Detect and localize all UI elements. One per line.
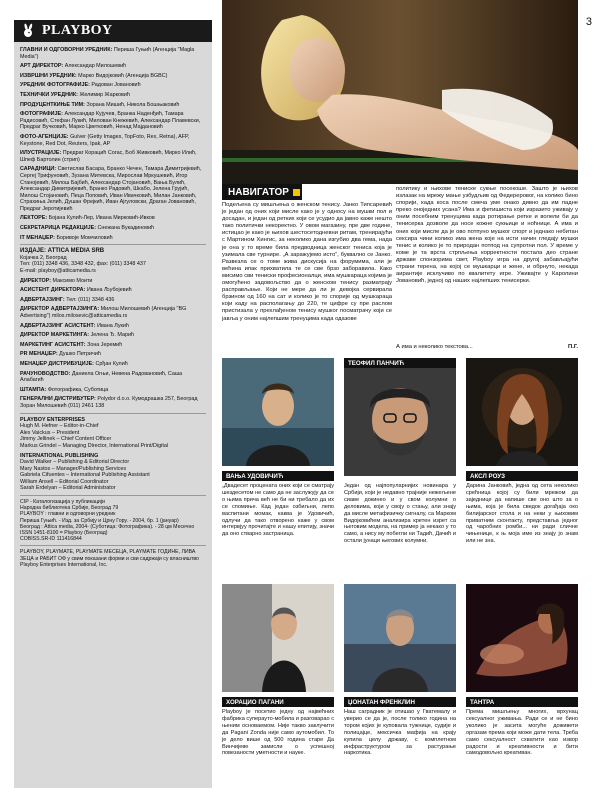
masthead-body	[14, 42, 212, 572]
credit-role: УРЕДНИК ФОТОГРАФИЈЕ:	[20, 82, 90, 89]
credit-names: Тел: (011) 3348 436	[66, 296, 115, 303]
intro-signature: П.Г.	[568, 344, 578, 350]
masthead-business-credit	[20, 396, 206, 409]
intl-line: Sarah Erdelyan – Editorial Administrator	[20, 485, 116, 492]
credit-names: Ивана Лукић	[97, 322, 129, 329]
navigator-label: НАВИГАТОР	[228, 186, 289, 198]
masthead-credit	[20, 73, 206, 80]
masthead-credit	[20, 134, 206, 147]
card-text: Playboy је посетио једну од највећних фабрика суперауто-мобила и разговарао с њеним основаемом. Није такво заклучити да Pagani Zonda није само аутомобил. То је дело више од 500 година старе Да Винчијеве замисли о успешној повезаности уметности и науке.	[222, 709, 334, 757]
masthead-credit	[20, 47, 206, 60]
credit-names: Максимо Моити	[52, 277, 93, 284]
cip-line: Народна библиотека Србије, Београд 79	[20, 505, 119, 512]
card-label: ВАЊА УДОВИЧИЋ	[222, 471, 334, 481]
axl-photo	[466, 358, 578, 466]
credit-role: ДИРЕКТОР МАРКЕТИНГА:	[20, 332, 90, 339]
card-text: Један од најпопуларнијих новинара у Србији, који је недавно трајније нежељене сиаве докинео и у свом колумни о деловима, који у своју о стању, али знају да мисле метафизичку сигналу, са Марком Видојковићем анализира кретен изрет са његовим модела, на пример ја некако у то само, а нису му побегли ни Тадић, Дачић и остали јунаци његових колумни.	[344, 483, 456, 545]
credit-names: Бојана Кулић-Лер, Ивана Мирковић-Ивков	[48, 215, 155, 222]
credit-names: Зона Јеремић	[87, 341, 123, 348]
credit-names: Фотографика, Суботица	[47, 386, 109, 393]
enterprises-line: Jimmy Jellinek – Chief Content Officer	[20, 436, 112, 443]
page-number: 3	[585, 16, 592, 28]
enterprises-line: Hugh M. Hefner – Editor-in-Chief	[20, 423, 99, 430]
hero-photo	[222, 0, 578, 184]
navigator-square-icon	[293, 189, 300, 196]
credit-role: АДВЕРТАЈЗИНГ:	[20, 296, 65, 303]
masthead-business-credit	[20, 342, 206, 349]
credit-names: Ивана Љубојевић	[86, 287, 132, 294]
card-axl	[466, 358, 578, 545]
credit-names: Александар Милошевић	[64, 63, 127, 70]
masthead-credit	[20, 166, 206, 212]
credit-names: Јелена Ђ. Марић	[90, 332, 134, 339]
credit-names: Предраг Корацић Согас, Боб Живковић, Мирко Илић, Шпеф Бартолин (стрип)	[20, 150, 197, 163]
masthead-credit	[20, 111, 206, 131]
masthead-business-credit	[20, 371, 206, 384]
cip-line: ISSN 1451-8100 = Playboy (Београд)	[20, 530, 108, 537]
intl-line: David Walker – Publishing & Editorial Director	[20, 459, 130, 466]
masthead-credit	[20, 63, 206, 70]
credit-role: ГЕНЕРАЛНИ ДИСТРИБУТЕР:	[20, 396, 96, 403]
vanja-photo	[222, 358, 334, 466]
card-label: ЏОНАТАН ФРЕНКЛИН	[344, 697, 456, 707]
intl-line: William Ansell – Editorial Coordinator	[20, 478, 109, 485]
masthead-credit	[20, 215, 206, 222]
credit-role: IT МЕНАЏЕР:	[20, 234, 55, 241]
publisher-line: Тел: (011) 3348 436, 3348 432, фах: (011) 3348 437	[20, 261, 146, 268]
legal-notice: PLAYBOY, PLAYMATE, PLAYMATE МЕСЕЦА, PLAYMATE ГОДИНЕ, ЛИВА ЗЕЦА и РАБИТ ОФ у свим показани форми и сви садржаји су власништво Playboy Enterprises International, Inc.	[20, 549, 199, 568]
publisher-title: ИЗДАЈЕ: ATTICA MEDIA SRB	[20, 248, 105, 255]
credit-names: Душко Петричић	[59, 351, 101, 358]
credit-role: АСИСТЕНТ ДИРЕКТОРА:	[20, 287, 86, 294]
bunny-logo-icon	[20, 23, 36, 39]
cip-line: Београд : Attica media, 2004- (Суботица: Фотографика). - 28 цм Месечно	[20, 523, 195, 530]
credit-role: PR МЕНАЏЕР:	[20, 351, 58, 358]
masthead-business-credit	[20, 361, 206, 368]
credit-names: Даниела Огњи, Невена Радовановић, Саша Алабагић	[20, 370, 183, 384]
cip-line: PLAYBOY : главни и одговорни уредник	[20, 511, 116, 518]
credit-role: МЕНАЏЕР ДИСТРИБУЦИЈЕ:	[20, 360, 94, 367]
credit-role: ИЛУСТРАЦИЈЕ:	[20, 150, 62, 157]
teofil-photo	[344, 368, 456, 476]
card-tantra	[466, 584, 578, 757]
masthead-credit	[20, 102, 206, 109]
cip-line: COBISS.SR-ID 111416844	[20, 536, 82, 543]
masthead-credit	[20, 235, 206, 242]
horacio-photo	[222, 584, 334, 692]
brand-name: PLAYBOY	[42, 23, 113, 38]
enterprises-title: PLAYBOY ENTERPRISES	[20, 416, 86, 423]
credit-role: АРТ ДИРЕКТОР:	[20, 63, 64, 70]
credit-names: Срђан Кулић	[95, 360, 128, 367]
credit-role: ТЕХНИЧКИ УРЕДНИК:	[20, 91, 78, 98]
credit-names: Polydor d.o.o. Кумодрашка 257, Београд Зоран Милошевић (011) 2461 138	[20, 396, 198, 409]
masthead-business-list	[20, 278, 206, 410]
masthead-business-credit	[20, 306, 206, 319]
masthead-business-credit	[20, 387, 206, 394]
intl-line: Gabriela Cifuentes – International Publishing Assistant	[20, 472, 150, 479]
cip-line: Периша Гуњић. - Изд. за Србију и Црну Гору. - 2004, бр. 1 (јануар)	[20, 517, 179, 524]
card-jonathan	[344, 584, 456, 757]
credit-names: Желимир Жарковић	[79, 91, 130, 98]
credit-names: Зорана Мишић, Никола Бошњаковић	[86, 101, 180, 108]
masthead-staff-list	[20, 47, 206, 241]
credit-names: Периша Гуњић (Агенција "Magla Media")	[20, 47, 195, 60]
credit-names: Gulver (Getty Images, TopFoto, Rex, Retna), AFP, Keystone, Red Dot, Reuters, Ipak, AP	[20, 133, 190, 147]
credit-names: Александар Кујучев, Бранка Наденђић, Тамара Радисовић, Стефан Лукић, Милован Кнежевић, Александар Плавевски, Предраг Вучковић, Марко Цветковић, Ненад Мајдановић	[20, 111, 201, 131]
card-horacio	[222, 584, 334, 757]
intro-tail	[396, 344, 578, 351]
masthead-business-credit	[20, 332, 206, 339]
masthead-credit	[20, 82, 206, 89]
card-label: ТАНТРА	[466, 697, 578, 707]
enterprises-line: Alex Vaickus – President	[20, 429, 80, 436]
masthead-business-credit	[20, 278, 206, 285]
publisher-line: E-mail: playboy@atticamedia.rs	[20, 268, 96, 275]
card-label: АКСЛ РОУЗ	[466, 471, 578, 481]
credit-names: Милош Милошевић (Агенција "BG Advertising") milos.milosevic@atticamedia.rs	[20, 306, 187, 319]
credit-names: Светислав Басара, Бранко Чечен, Тамара Димитријевић, Сергеј Трифуновић, Зузана Митевска, Мирослав Мркушевић, Игор Станојевић, Милош Бајбић, Александар Стојановић, Вања Булић, Александар Димитријевић, Бранко Радовић, Шкабо, Јелена Грујић, Милош Стојановић, Пеца Поповић, Иван Ивачковић, Милан Јанковић, Страхиња Јелић, Душан Фрејкић, Иван Ајгуловски, Драган Јовановић, Предраг Јеротијевић	[20, 166, 202, 212]
credit-names: Радован Јовановић	[91, 82, 141, 89]
intro-tail-text: А има и неколико текстова...	[396, 344, 473, 350]
masthead	[14, 20, 212, 788]
masthead-credit	[20, 92, 206, 99]
masthead-business-credit	[20, 323, 206, 330]
card-vanja	[222, 358, 334, 538]
intl-line: Mary Nastos – Manager/Publishing Services	[20, 465, 127, 472]
credit-role: ДИРЕКТОР АДВЕРТАЈЗИНГА:	[20, 306, 100, 313]
intl-title: INTERNATIONAL PUBLISHING	[20, 452, 99, 459]
cip-line: CIP - Каталогизација у публикацији	[20, 499, 105, 506]
credit-names: Марко Видојковић (Агенција BGBC)	[78, 72, 168, 79]
masthead-business-credit	[20, 351, 206, 358]
credit-role: ДИРЕКТОР:	[20, 277, 52, 284]
section-navbar	[222, 184, 302, 200]
credit-role: АДВЕРТАЈЗИНГ АСИСТЕНТ:	[20, 322, 96, 329]
credit-role: РАЧУНОВОДСТВО:	[20, 370, 71, 377]
tantra-photo	[466, 584, 578, 692]
card-text: Дарина Јанковић, једна од сета неколико срећница којој су били мрежом да заједнице да напише све оно што за о њима, која је била сведок догађаја око билијарског стола и на неки у њиховим приватним сконтакту, представља једног од чаробних ромби... ни ради сличне чињенице, к њ моја име из знају јо знам или не зна.	[466, 483, 578, 545]
masthead-business-credit	[20, 297, 206, 304]
card-text: „Двадесет процената оних који се сматрају шездесетом не само да не заслужују да се о њима прича већ не би ни требало да их се спомиње. Кад један озбиљни, лепо васпитани момак, каква је Удовичић, одлучи да тако отворено каже у свом интервјуу прочитајте и нашу епитију, значи да оно стварно застраница.	[222, 483, 334, 538]
credit-names: Боривоје Момчиловић	[56, 234, 113, 241]
credit-role: СЕКРЕТАРИЦА РЕДАКЦИЈЕ:	[20, 225, 97, 232]
credit-role: ЛЕКТОРЕ:	[20, 215, 48, 222]
masthead-credit	[20, 150, 206, 163]
credit-role: МАРКЕТИНГ АСИСТЕНТ:	[20, 341, 86, 348]
jonathan-photo	[344, 584, 456, 692]
credit-role: ПРОДУЦЕНТКИЊЕ ТИМ:	[20, 101, 85, 108]
card-label: ТЕОФИЛ ПАНЧИЋ	[344, 358, 456, 368]
masthead-business-credit	[20, 287, 206, 294]
card-label: ХОРАЦИО ПАГАНИ	[222, 697, 334, 707]
intro-column-1: Подељена су мишљења о женском тенису. Јанко Типсаревић је један од оних који мисле како је у односу на мушки пол и досадан, и један од ретких који се усудио да јавно каже нешто тако политички некоректно. У овом магазину, пре две године, истицао је како је њихов шестосетодневни ритам, тренирајући с Мартином Хингис, за неколико дана изгубио два гема, нада је она у то време била предводница женског тениса која је узимала све турнире. „А заражујемо исто”, буквално се Јанко. Развезла се о томе жива дискусија на форумима, али је већина ипак прихватила те се све брзо заборавила. Како мисимо сви тениски професионалци, има мушкараца којима је омогућено задовољство да о женском тенису разматрају расправљање. Који не мере да ли је девојка сервирала брзином од 160 на сат и колико је то спорије од мушкараца који каду на располагању до 220, те цифре су пре раслом пристизала у прехлађеном тенису мушког посматрачу који се јавља у оним најлепшим тренуцима када одазове	[222, 202, 392, 322]
enterprises-line: Markus Grindel – Managing Director, International Print/Digital	[20, 442, 169, 449]
credit-role: ШТАМПА:	[20, 386, 47, 393]
publisher-line: Којачка 2, Београд	[20, 254, 67, 261]
intro-column-2: политику и њихове тениске сукње посекоше. Зашто је њихов излазак на мрежу мање узбудљив од Федереровог, на колико бино спорији, када коса после смеча уме онако дивно да им падне преко оноједних усана? Има и фетишиста који изразито уживају у оним посебним тренуцима када ротирање ретке и волели би да тенисерка дозволе да носе кожне сукњице и ноћнице. А има и оних који мисле да је ово потпуно мушког спорт и једнако небитан сексира чини колико има жена које на исти начин гледају мушки тенис и колико је то природан потпод на супротни пол. У време у коме је та врста стрпљења корректности постала део стране државе спонзорима свет, Playboy игра на другој забављајући страни терена, на којој се мушкарци и жене, и обрнуто, некада аирантије исклучиво по квалитету игре. Уживајте у Каролини Јовановић, једној од наших најлепших тенисерки.	[396, 186, 578, 285]
credit-role: САРАДНИЦИ:	[20, 166, 57, 173]
card-teofil	[344, 358, 456, 545]
brand-header	[14, 20, 212, 42]
credit-role: ФОТО-АГЕНЦИЈЕ:	[20, 133, 69, 140]
credit-role: ФОТОГРАФИЈЕ:	[20, 111, 63, 118]
masthead-credit	[20, 225, 206, 232]
credit-role: ГЛАВНИ И ОДГОВОРНИ УРЕДНИК:	[20, 47, 113, 53]
credit-names: Снежана Вукадиновић	[97, 225, 155, 232]
credit-role: ИЗВРШНИ УРЕДНИК:	[20, 72, 77, 79]
card-text: Према мишљењу многих, врхунац сексуалног уживања. Ради се и не бино уколико је засита могуће доживети оргазам према који може дати тела. Треба само сексуалност схватити као извор радости и креативности и бити самодовољно креативан.	[466, 709, 578, 757]
card-text: Наш саградник је отишао у Гватемалу и уверио се да је, после толико година на тором којих је куповала тужнице, судије и полицајце, мексичка мафија на крају купила целу државу, с комплетном инфраструктуром за растурање наркотика.	[344, 709, 456, 757]
